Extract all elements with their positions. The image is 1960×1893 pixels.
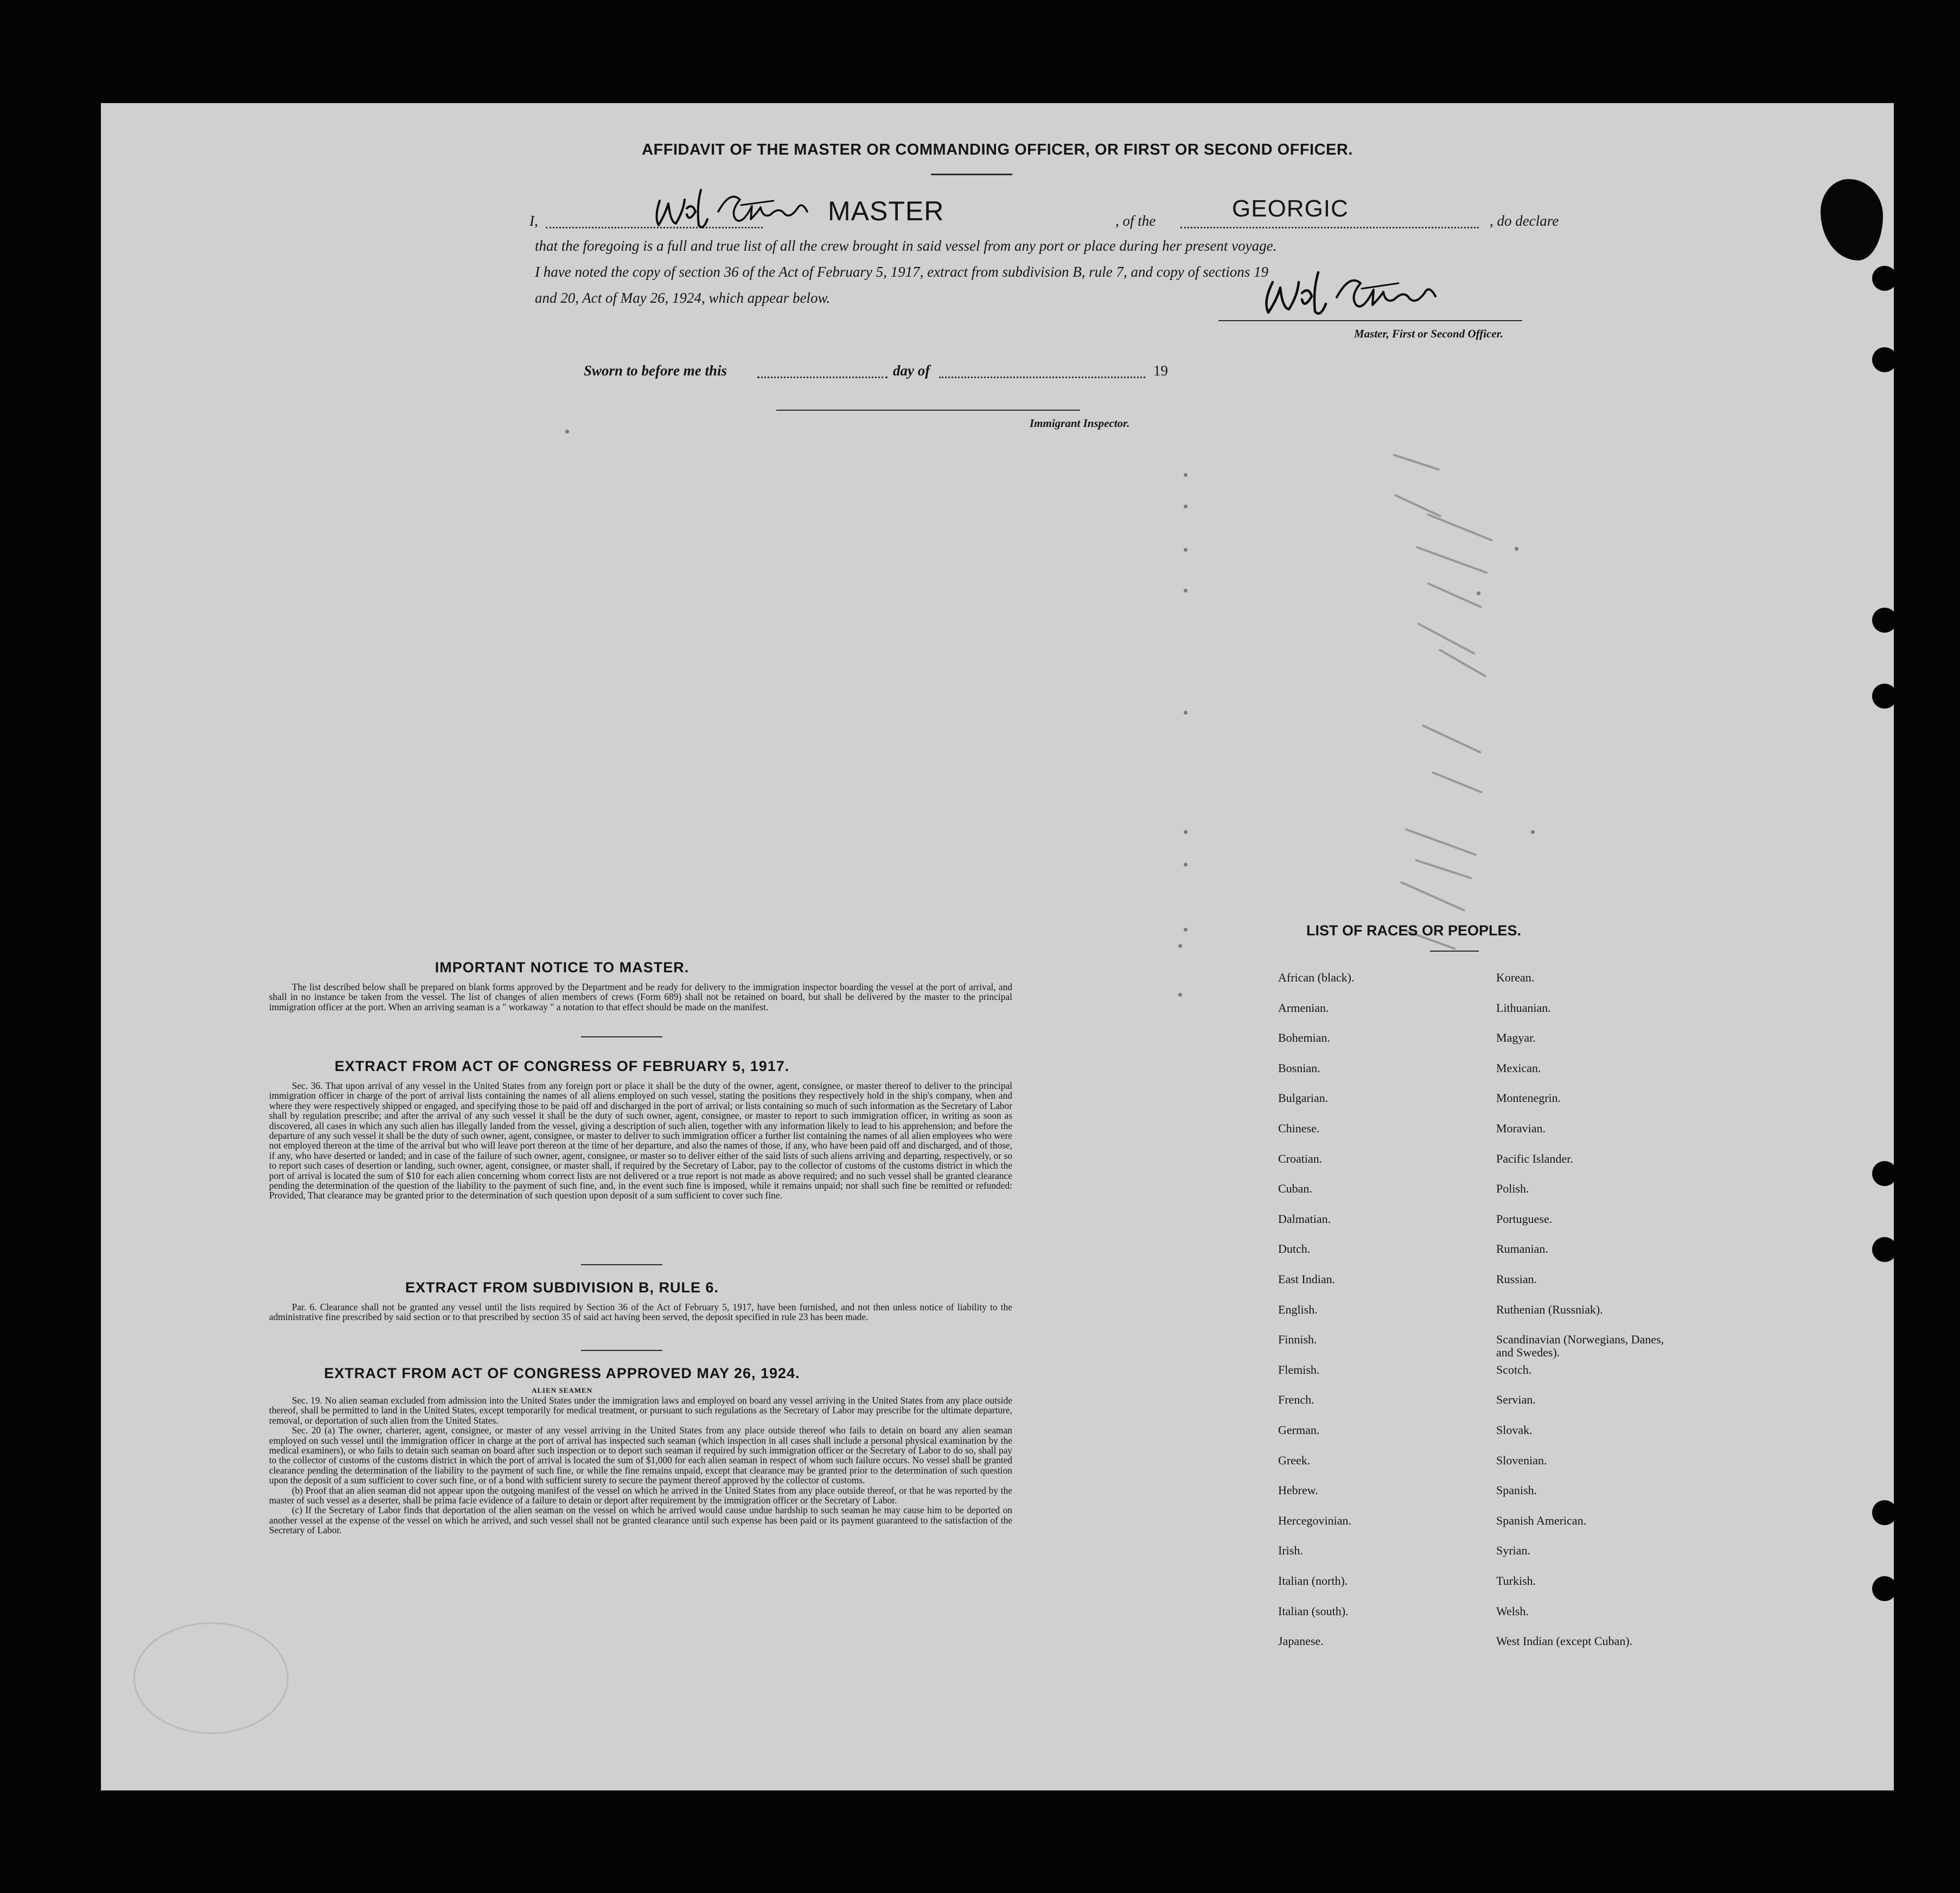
race-item: Turkish. — [1496, 1574, 1536, 1588]
extract-1917-text — [269, 1081, 1012, 1201]
race-item: Flemish. — [1278, 1362, 1320, 1376]
race-item: East Indian. — [1278, 1272, 1336, 1286]
race-item: Dutch. — [1278, 1242, 1311, 1256]
race-item: Slovak. — [1496, 1423, 1533, 1437]
race-item: Moravian. — [1496, 1121, 1546, 1135]
race-item: Irish. — [1278, 1544, 1303, 1558]
notice-text — [269, 982, 1012, 1012]
year-prefix: 19 — [1153, 362, 1168, 379]
sworn-day-blank — [757, 377, 888, 378]
sec-36-paragraph: Sec. 36. That upon arrival of any vessel in the United States from any foreign port or place it shall be the duty of the owner, agent, consignee, or master thereof to deliver to the principal immigration officer in charge of the port of arrival lists containing the names of all aliens employed on such vessel, stating the positions they respectively hold in the ship's company, when and where they were respectively shipped or engaged, and specifying those to be paid off and discharged in the port of arrival; or lists containing so much of such information as the Secretary of Labor shall by regulation prescribe; and after the arrival of any such vessel it shall be the duty of such owner, agent, consignee, or master to report to such immigration officer, in writing as soon as discovered, all cases in which any such alien has illegally landed from the vessel, giving a description of such alien, together with any information likely to lead to his apprehension; and before the departure of any such vessel it shall be the duty of such owner, agent, consignee, or master to deliver to such immigration officer a further list containing the names of all alien employees who were not employed thereon at the time of the arrival but who will leave port thereon at the time of her departure, and also the names of those, if any, who have been paid off and discharged, and of those, if any, who have deserted or landed; and in case of the failure of such owner, agent, consignee, or master so to deliver either of the said lists of such aliens arriving and departing, respectively, or so to report such cases of desertion or landing, such owner, agent, consignee, or master shall, if required by the Secretary of Labor, pay to the collector of customs of the customs district in which the port of arrival is located the sum of $10 for each alien concerning whom correct lists are not delivered or a true report is not made as above required; and no such vessel shall be granted clearance pending the determination of the question of the liability to the payment of such fine, and, in the event such fine is imposed, while it remains unpaid; nor shall such fine be remitted or refunded: Provided, That clearance may be granted prior to the determination of such question upon deposit of a sum sufficient to cover such fine. — [269, 1080, 1012, 1201]
race-item: German. — [1278, 1423, 1320, 1437]
notice-title: IMPORTANT NOTICE TO MASTER. — [435, 959, 689, 976]
rule-6-text — [269, 1302, 1012, 1322]
sworn-prefix: Sworn to before me this — [584, 362, 727, 379]
affidavit-i-prefix: I, — [529, 213, 538, 229]
signer-caption: Master, First or Second Officer. — [1354, 327, 1503, 340]
rule-6-title: EXTRACT FROM SUBDIVISION B, RULE 6. — [405, 1279, 719, 1296]
race-item: Scotch. — [1496, 1362, 1532, 1376]
race-item: Polish. — [1496, 1182, 1529, 1196]
sec-20c-paragraph: (c) If the Secretary of Labor finds that deportation of the alien seaman on the vessel on which he arrived would cause undue hardship to such seaman he may cause him to be deported on another vessel at the expense of the vessel on which he arrived, and such vessel shall not be granted clearance until such expense has been paid or its payment guaranteed to the satisfaction of the Secretary of Labor. — [269, 1505, 1012, 1536]
race-item: Croatian. — [1278, 1151, 1323, 1165]
master-signature-inline — [649, 184, 812, 233]
races-title: LIST OF RACES OR PEOPLES. — [1306, 922, 1522, 939]
day-of-label: day of — [893, 362, 930, 379]
race-item: Magyar. — [1496, 1031, 1536, 1045]
extract-1917-title: EXTRACT FROM ACT OF CONGRESS OF FEBRUARY 5, 1917. — [334, 1058, 790, 1074]
affidavit-body-line2: I have noted the copy of section 36 of the Act of February 5, 1917, extract from subdivision B, rule 7, and copy of sections 19 — [535, 264, 1268, 280]
extract-1924-title: EXTRACT FROM ACT OF CONGRESS APPROVED MAY 26, 1924. — [324, 1365, 800, 1381]
manifest-page — [101, 103, 1894, 1790]
divider — [581, 1264, 662, 1265]
race-item: Spanish American. — [1496, 1513, 1587, 1527]
race-item: Bohemian. — [1278, 1031, 1330, 1045]
master-signature-line — [1218, 320, 1522, 321]
race-item: Bulgarian. — [1278, 1091, 1329, 1105]
race-item: Korean. — [1496, 971, 1535, 984]
affidavit-body-line3: and 20, Act of May 26, 1924, which appear below. — [535, 290, 831, 306]
alien-seamen-subtitle: ALIEN SEAMEN — [531, 1386, 593, 1394]
race-item: Armenian. — [1278, 1000, 1329, 1015]
race-item: Hercegovinian. — [1278, 1513, 1351, 1527]
punch-hole — [1872, 1161, 1897, 1186]
race-item: Montenegrin. — [1496, 1091, 1561, 1105]
divider — [581, 1036, 662, 1037]
race-item: Lithuanian. — [1496, 1000, 1551, 1015]
notice-paragraph: The list described below shall be prepared on blank forms approved by the Department and be ready for delivery to the immigration inspector boarding the vessel at the port of arrival, and shall in no instance be taken from the vessel. The list of changes of alien members of crews (Form 689) shall not be retained on board, but shall be delivered by the master to the principal immigration officer at the port. When an arriving seaman is a " workaway " a notation to that effect should be made on the manifest. — [269, 981, 1012, 1012]
faint-seal-stamp — [133, 1622, 289, 1734]
race-item: Scandinavian (Norwegians, Danes, and Swedes). — [1496, 1333, 1664, 1360]
vessel-blank — [1180, 227, 1479, 228]
punch-hole — [1872, 1237, 1897, 1262]
title-underline — [931, 174, 1012, 175]
vessel-name: GEORGIC — [1232, 195, 1349, 222]
do-declare-label: , do declare — [1490, 213, 1559, 229]
race-item: Syrian. — [1496, 1544, 1530, 1558]
race-item: African (black). — [1278, 971, 1355, 984]
race-item: Finnish. — [1278, 1333, 1317, 1347]
race-item: Hebrew. — [1278, 1483, 1318, 1497]
race-item: Cuban. — [1278, 1182, 1312, 1196]
race-item: Servian. — [1496, 1393, 1536, 1407]
punch-hole — [1872, 266, 1897, 291]
punch-hole — [1872, 1500, 1897, 1525]
master-rank: MASTER — [828, 196, 944, 226]
punch-hole — [1872, 684, 1897, 709]
races-title-underline — [1430, 951, 1479, 952]
race-item: Spanish. — [1496, 1483, 1537, 1497]
sworn-month-blank — [939, 377, 1145, 378]
affidavit-title: AFFIDAVIT OF THE MASTER OR COMMANDING OFFICER, OR FIRST OR SECOND OFFICER. — [642, 141, 1353, 158]
race-item: French. — [1278, 1393, 1314, 1407]
ink-blot — [1821, 179, 1883, 260]
punch-hole — [1872, 347, 1897, 372]
race-item: Rumanian. — [1496, 1242, 1548, 1256]
race-item: Pacific Islander. — [1496, 1151, 1573, 1165]
divider — [581, 1350, 662, 1351]
race-item: Italian (north). — [1278, 1574, 1348, 1588]
sec-19-paragraph: Sec. 19. No alien seaman excluded from admission into the United States under the immigration laws and employed on board any vessel arriving in the United States from any place outside thereof, shall be permitted to land in the United States, except temporarily for medical treatment, or pursuant to such regulations as the Secretary of Labor may prescribe for the ultimate departure, removal, or deportation of such alien from the United States. — [269, 1395, 1012, 1426]
race-item: Greek. — [1278, 1453, 1311, 1467]
race-item: Russian. — [1496, 1272, 1537, 1286]
inspector-caption: Immigrant Inspector. — [1030, 417, 1130, 430]
race-item: Chinese. — [1278, 1121, 1320, 1135]
sec-20a-paragraph: Sec. 20 (a) The owner, charterer, agent, consignee, or master of any vessel arriving in the United States from any place outside thereof who fails to detain on board any alien seaman employed on such vessel until the immigration officer in charge at the port of arrival has inspected such seaman (which inspection in all cases shall include a personal physical examination by the medical examiners), or who fails to detain such seaman on board after such inspection or to deport such seaman if required by such immigration officer or the Secretary of Labor to do so, shall pay to the collector of customs of the customs district in which the port of arrival is located the sum of $1,000 for each alien seaman in respect of whom such failure occurs. No vessel shall be granted clearance pending the determination of the liability to the payment of such fine, or while the fine remains unpaid, except that clearance may be granted prior to the determination of such question upon the deposit of a sum sufficient to cover such fine, or of a bond with sufficient surety to secure the payment thereof approved by the collector of customs. — [269, 1425, 1012, 1486]
inspector-signature-line — [776, 410, 1080, 411]
punch-hole — [1872, 608, 1897, 633]
race-item: Slovenian. — [1496, 1453, 1547, 1467]
race-item: Mexican. — [1496, 1061, 1541, 1075]
race-item: Bosnian. — [1278, 1061, 1320, 1075]
par-6-paragraph: Par. 6. Clearance shall not be granted any vessel until the lists required by Section 36 of the Act of February 5, 1917, have been furnished, and not then unless notice of liability to the administrative fine prescribed by said section or to that prescribed by section 35 of said act having been served, the deposit specified in rule 23 has been made. — [269, 1302, 1012, 1323]
race-item: Welsh. — [1496, 1604, 1529, 1618]
punch-hole — [1872, 1576, 1897, 1601]
race-item: Italian (south). — [1278, 1604, 1349, 1618]
extract-1924-text — [269, 1395, 1012, 1535]
race-item: Portuguese. — [1496, 1212, 1553, 1226]
master-signature — [1256, 266, 1441, 320]
race-item: English. — [1278, 1302, 1318, 1316]
sec-20b-paragraph: (b) Proof that an alien seaman did not appear upon the outgoing manifest of the vessel on which he arrived in the United States from any place outside thereof, or that he was reported by the master of such vessel as a deserter, shall be prima facie evidence of a failure to detain or deport after requirement by the immigration officer or the Secretary of Labor. — [269, 1484, 1012, 1506]
race-item: Ruthenian (Russniak). — [1496, 1302, 1603, 1316]
race-item: Dalmatian. — [1278, 1212, 1331, 1226]
race-item: West Indian (except Cuban). — [1496, 1634, 1633, 1648]
race-item: Japanese. — [1278, 1634, 1324, 1648]
affidavit-body-line1: that the foregoing is a full and true list of all the crew brought in said vessel from any port or place during her present voyage. — [535, 238, 1277, 254]
of-the-label: , of the — [1115, 213, 1156, 229]
